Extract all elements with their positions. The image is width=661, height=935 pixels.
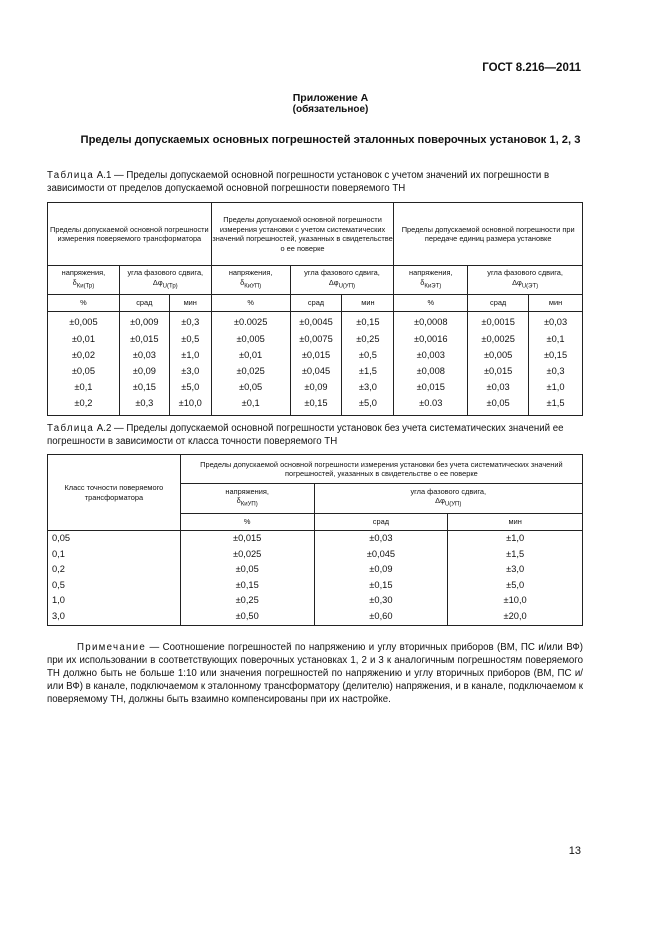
- table-cell: ±0,0075: [290, 331, 342, 347]
- table-cell: ±0,30: [314, 593, 448, 609]
- table2-voltage-header: напряжения, $\delta_{КиУП)}$: [180, 484, 314, 514]
- table-cell: ±0,3: [119, 396, 169, 416]
- table-cell: ±5,0: [342, 396, 394, 416]
- table-cell: ±0,25: [342, 331, 394, 347]
- table-cell: ±0,045: [290, 364, 342, 380]
- table-row: [48, 312, 583, 332]
- table-row: [48, 364, 583, 380]
- table2-unit: срад: [314, 514, 448, 531]
- table-cell: ±0,3: [169, 312, 211, 332]
- table-a1: [47, 202, 583, 416]
- table-cell: ±0.03: [394, 396, 468, 416]
- table-cell: ±0,015: [394, 380, 468, 396]
- table-cell: ±0,008: [394, 364, 468, 380]
- table-cell: ±1,0: [529, 380, 583, 396]
- table-row: [48, 609, 583, 625]
- table-cell: ±0,015: [290, 347, 342, 363]
- table-cell: ±1,5: [342, 364, 394, 380]
- table1-caption: [47, 170, 583, 195]
- table-row: [48, 593, 583, 609]
- table-row: [48, 331, 583, 347]
- table-cell: ±0,15: [529, 347, 583, 363]
- table-row: [48, 578, 583, 594]
- table-cell: 3,0: [48, 609, 181, 625]
- table-cell: ±0,005: [48, 312, 120, 332]
- table-cell: ±3,0: [169, 364, 211, 380]
- table-cell: ±0,60: [314, 609, 448, 625]
- table2-unit: мин: [448, 514, 583, 531]
- table-cell: ±5,0: [169, 380, 211, 396]
- table2-angle-header: угла фазового сдвига, $\Delta\varphi_{U(УП)}$: [314, 484, 582, 514]
- table2-caption-text: А.2 — Пределы допускаемой основной погрешности установок без учета систематических значений ее погрешности в зависимости от класса точности поверяемого ТН: [47, 423, 564, 447]
- table-cell: ±0,1: [211, 396, 290, 416]
- table-cell: ±0,03: [468, 380, 529, 396]
- table1-unit: срад: [119, 295, 169, 312]
- table1-unit: %: [394, 295, 468, 312]
- table-cell: ±10,0: [448, 593, 583, 609]
- standard-code: ГОСТ 8.216—2011: [482, 62, 581, 74]
- table2-body: [48, 531, 583, 626]
- table-cell: ±0,025: [211, 364, 290, 380]
- table1-unit: срад: [468, 295, 529, 312]
- table-cell: ±0,0008: [394, 312, 468, 332]
- table-cell: ±0,50: [180, 609, 314, 625]
- table1-body: [48, 312, 583, 416]
- table-cell: 0,2: [48, 562, 181, 578]
- table-cell: ±0,05: [48, 364, 120, 380]
- table-cell: ±0,05: [180, 562, 314, 578]
- table-cell: ±0.0025: [211, 312, 290, 332]
- note: [47, 641, 583, 706]
- table1-group-header: Пределы допускаемой основной погрешности измерения установки с учетом систематических значений погрешностей, указанных в свидетельстве о ее поверке: [211, 203, 394, 266]
- table-cell: ±0,15: [180, 578, 314, 594]
- table-cell: ±0,0025: [468, 331, 529, 347]
- table-cell: 0,05: [48, 531, 181, 547]
- table-cell: ±0,009: [119, 312, 169, 332]
- table1-unit: %: [211, 295, 290, 312]
- page-number: 13: [568, 845, 581, 857]
- table-cell: ±1,5: [448, 547, 583, 563]
- table-cell: ±0,015: [119, 331, 169, 347]
- table-cell: ±0,01: [48, 331, 120, 347]
- table-cell: 0,1: [48, 547, 181, 563]
- table-cell: ±0,5: [169, 331, 211, 347]
- appendix-status: (обязательное): [292, 104, 369, 115]
- table-cell: ±0,15: [314, 578, 448, 594]
- table1-angle-header: угла фазового сдвига, $\Delta\varphi_{U(УП)}$: [290, 266, 394, 295]
- table-a2: [47, 454, 583, 626]
- table-cell: ±0,03: [314, 531, 448, 547]
- table2-caption: [47, 423, 583, 448]
- table-cell: ±0,15: [290, 396, 342, 416]
- table1-unit: мин: [342, 295, 394, 312]
- table-cell: 1,0: [48, 593, 181, 609]
- table1-group-header: Пределы допускаемой основной погрешности при передаче единиц размера установке: [394, 203, 583, 266]
- table2-group-header: Пределы допускаемой основной погрешности измерения установки без учета систематических значений погрешностей, указанных в свидетельстве о ее поверке: [180, 455, 582, 484]
- table-cell: ±0,09: [119, 364, 169, 380]
- table1-caption-label: Таблица: [47, 170, 95, 181]
- table-cell: ±0,09: [314, 562, 448, 578]
- table-cell: ±0,0045: [290, 312, 342, 332]
- table-row: [48, 531, 583, 547]
- table-cell: ±0,09: [290, 380, 342, 396]
- table1-voltage-header: напряжения, $\delta_{Ки(Тр)}$: [48, 266, 120, 295]
- table-cell: ±0,015: [468, 364, 529, 380]
- table-cell: ±0,005: [211, 331, 290, 347]
- table-cell: ±3,0: [342, 380, 394, 396]
- table1-unit: %: [48, 295, 120, 312]
- table-row: [48, 547, 583, 563]
- table2-class-header: Класс точности поверяемого трансформатора: [48, 455, 181, 531]
- table-cell: ±0,03: [119, 347, 169, 363]
- table-cell: ±0,0016: [394, 331, 468, 347]
- table-cell: ±0,25: [180, 593, 314, 609]
- table1-caption-text: А.1 — Пределы допускаемой основной погрешности установок с учетом значений их погрешности в зависимости от пределов допускаемой основной погрешности поверяемого ТН: [47, 170, 550, 194]
- table-cell: ±3,0: [448, 562, 583, 578]
- table1-group-header: Пределы допускаемой основной погрешности измерения поверяемого трансформатора: [48, 203, 212, 266]
- table-cell: ±0,05: [468, 396, 529, 416]
- table-cell: ±0,1: [529, 331, 583, 347]
- table-cell: ±0,05: [211, 380, 290, 396]
- table-cell: ±0,3: [529, 364, 583, 380]
- table-row: [48, 380, 583, 396]
- table-cell: ±0,5: [342, 347, 394, 363]
- table1-unit: мин: [169, 295, 211, 312]
- table-cell: ±0,005: [468, 347, 529, 363]
- table2-caption-label: Таблица: [47, 423, 95, 434]
- table-cell: ±1,5: [529, 396, 583, 416]
- table1-unit: мин: [529, 295, 583, 312]
- section-title: Пределы допускаемых основных погрешностей эталонных поверочных установок 1, 2, 3: [80, 134, 581, 146]
- table-row: [48, 347, 583, 363]
- table1-voltage-header: напряжения, $\delta_{КиУП)}$: [211, 266, 290, 295]
- table-cell: ±0,2: [48, 396, 120, 416]
- table-row: [48, 396, 583, 416]
- table1-angle-header: угла фазового сдвига, $\Delta\varphi_{U(ЭТ)}$: [468, 266, 583, 295]
- table-cell: ±0,15: [342, 312, 394, 332]
- table-cell: ±0,025: [180, 547, 314, 563]
- table1-angle-header: угла фазового сдвига, $\Delta\varphi_{U(Тр)}$: [119, 266, 211, 295]
- table-cell: 0,5: [48, 578, 181, 594]
- table-cell: ±1,0: [169, 347, 211, 363]
- table1-voltage-header: напряжения, $\delta_{КиЭТ)}$: [394, 266, 468, 295]
- table-cell: ±5,0: [448, 578, 583, 594]
- table-cell: ±0,01: [211, 347, 290, 363]
- table-cell: ±0,045: [314, 547, 448, 563]
- table-cell: ±0,02: [48, 347, 120, 363]
- table-cell: ±0,1: [48, 380, 120, 396]
- table-cell: ±0,03: [529, 312, 583, 332]
- table-cell: ±0,015: [180, 531, 314, 547]
- table2-unit: %: [180, 514, 314, 531]
- table-cell: ±0,15: [119, 380, 169, 396]
- table-row: [48, 562, 583, 578]
- table-cell: ±10,0: [169, 396, 211, 416]
- table-cell: ±0,0015: [468, 312, 529, 332]
- table-cell: ±20,0: [448, 609, 583, 625]
- note-text: — Соотношение погрешностей по напряжению и углу вторичных приборов (ВМ, ПС и/или ВФ) при их использовании в соответствующих поверочных установках 1, 2 и 3 к аналогичным погрешностям поверяемого ТН должно быть не больше 1:10 или значения погрешностей по напряжению и углу вторичных приборов (ВМ, ПС и/или ВФ) в канале, подключаемом к эталонному трансформатору (делителю) напряжения, и в канале, подключаемом к поверяемому ТН, должны быть взаимно компенсированы при их настройке.: [47, 642, 583, 706]
- appendix-title: Приложение А: [292, 92, 369, 104]
- table-cell: ±0,003: [394, 347, 468, 363]
- note-label: Примечание: [77, 642, 147, 653]
- table1-unit: срад: [290, 295, 342, 312]
- table-cell: ±1,0: [448, 531, 583, 547]
